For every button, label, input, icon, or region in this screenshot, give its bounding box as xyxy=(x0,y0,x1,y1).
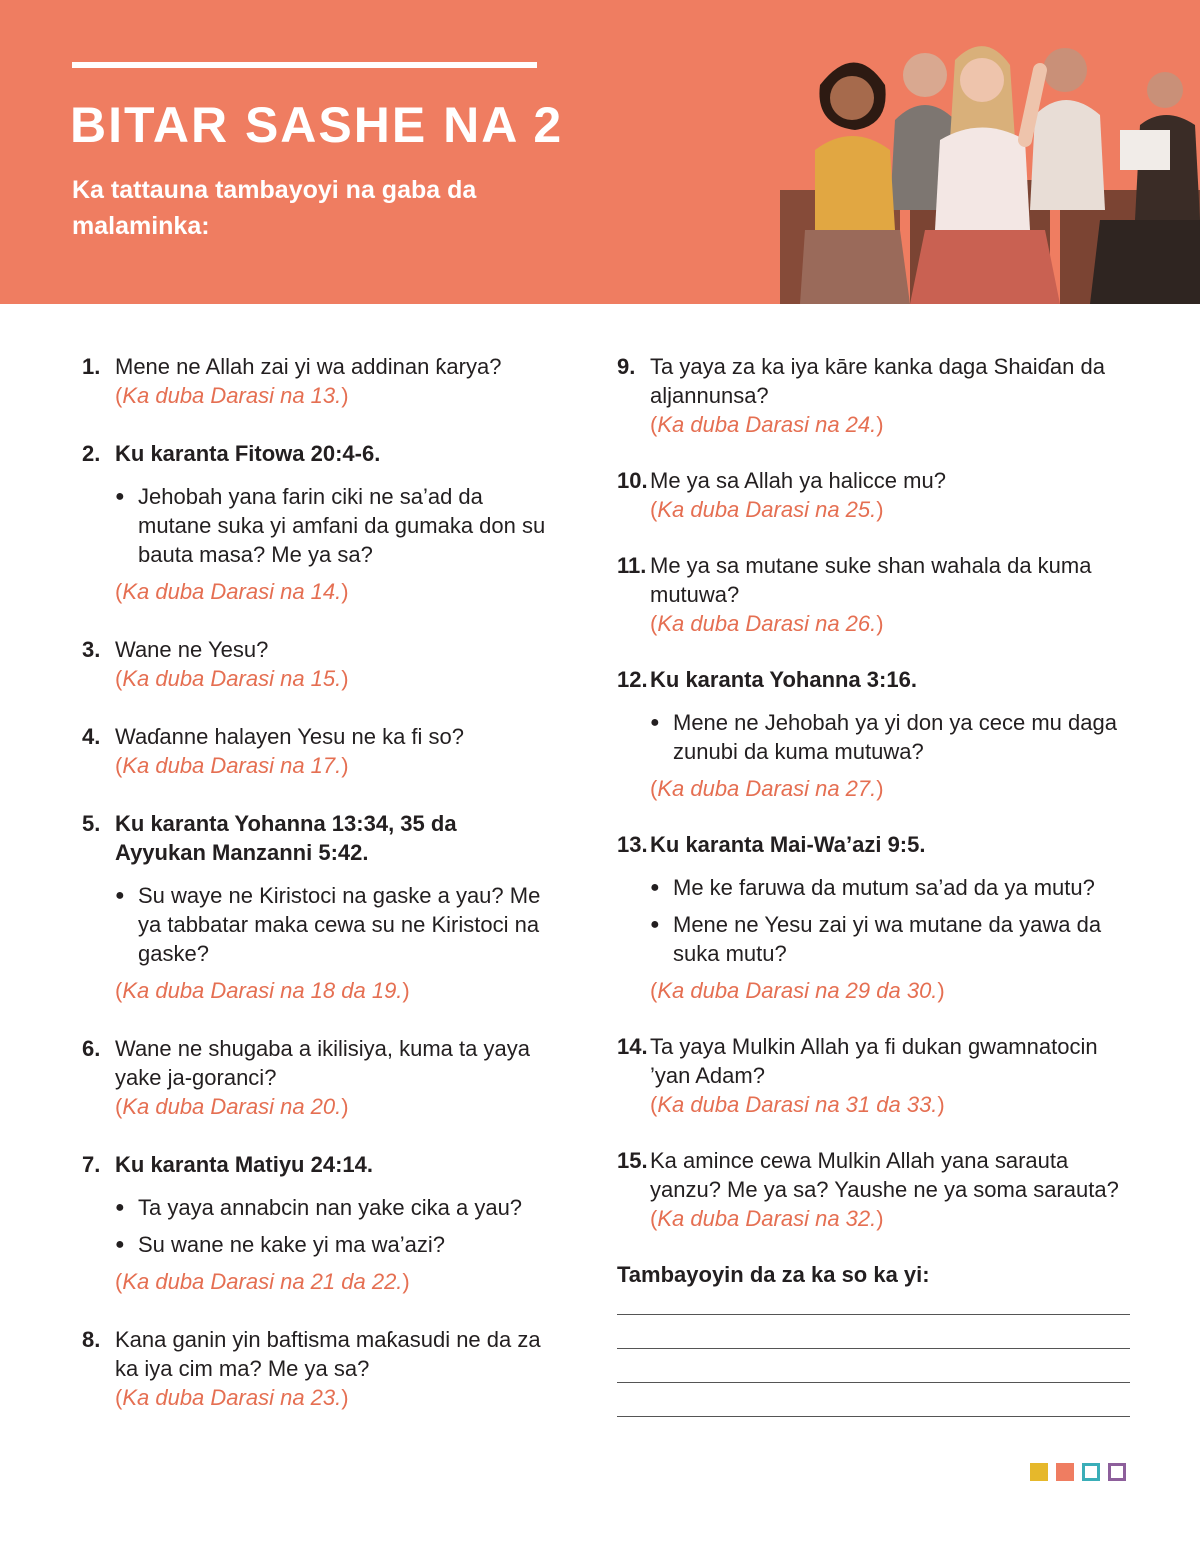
lesson-reference: (Ka duba Darasi na 13.) xyxy=(115,383,349,408)
answer-section xyxy=(617,1262,1137,1417)
questions-left-column xyxy=(82,352,552,1441)
question-number: 8. xyxy=(82,1327,101,1352)
question-text: Ku karanta Yohanna 13:34, 35 da Ayyukan Manzanni 5:42. xyxy=(115,811,457,865)
question-head xyxy=(82,635,552,664)
lesson-reference: (Ka duba Darasi na 17.) xyxy=(115,753,349,778)
question-item xyxy=(82,1150,552,1296)
question-number: 6. xyxy=(82,1036,101,1061)
page-subtitle: Ka tattauna tambayoyi na gaba da malaminka: xyxy=(72,176,477,240)
question-item xyxy=(617,466,1137,524)
question-head xyxy=(617,551,1137,609)
bullet-item: ● Mene ne Yesu zai yi wa mutane da yawa da suka mutu? xyxy=(650,910,1137,968)
answer-label: Tambayoyin da za ka so ka yi: xyxy=(617,1262,930,1287)
question-item xyxy=(82,722,552,780)
question-item xyxy=(617,352,1137,439)
lesson-reference: (Ka duba Darasi na 27.) xyxy=(650,776,884,801)
reference-text: Ka duba Darasi na 24. xyxy=(657,412,877,437)
question-head xyxy=(617,665,1137,694)
page-header xyxy=(0,0,1200,304)
answer-line[interactable] xyxy=(617,1348,1130,1349)
lesson-reference: (Ka duba Darasi na 32.) xyxy=(650,1206,884,1231)
question-item xyxy=(617,551,1137,638)
question-head xyxy=(617,466,1137,495)
question-head xyxy=(82,439,552,468)
question-number: 5. xyxy=(82,811,101,836)
question-item xyxy=(617,1032,1137,1119)
question-head xyxy=(617,830,1137,859)
reference-text: Ka duba Darasi na 14. xyxy=(122,579,342,604)
answer-line[interactable] xyxy=(617,1382,1130,1383)
lesson-reference: (Ka duba Darasi na 15.) xyxy=(115,666,349,691)
bullet-list xyxy=(617,873,1137,968)
bullet-item: ● Mene ne Jehobah ya yi don ya cece mu daga zunubi da kuma mutuwa? xyxy=(650,708,1137,766)
question-text: Ku karanta Mai-Wa’azi 9:5. xyxy=(650,832,926,857)
answer-line[interactable] xyxy=(617,1416,1130,1417)
question-head xyxy=(82,809,552,867)
reference-text: Ka duba Darasi na 25. xyxy=(657,497,877,522)
reference-text: Ka duba Darasi na 29 da 30. xyxy=(657,978,938,1003)
question-head xyxy=(82,722,552,751)
lesson-reference: (Ka duba Darasi na 20.) xyxy=(115,1094,349,1119)
question-number: 2. xyxy=(82,441,101,466)
question-text: Mene ne Allah zai yi wa addinan ƙarya? xyxy=(115,354,502,379)
question-number: 4. xyxy=(82,724,101,749)
bullet-list xyxy=(82,881,552,968)
reference-text: Ka duba Darasi na 32. xyxy=(657,1206,877,1231)
lesson-reference: (Ka duba Darasi na 24.) xyxy=(650,412,884,437)
question-item xyxy=(617,665,1137,803)
question-item xyxy=(617,1146,1137,1233)
reference-text: Ka duba Darasi na 27. xyxy=(657,776,877,801)
reference-text: Ka duba Darasi na 21 da 22. xyxy=(122,1269,403,1294)
orange-square xyxy=(1056,1463,1074,1481)
lesson-reference: (Ka duba Darasi na 29 da 30.) xyxy=(650,978,945,1003)
bullet-item: ● Su wane ne kake yi ma wa’azi? xyxy=(115,1230,552,1259)
question-number: 10. xyxy=(617,468,648,493)
question-number: 3. xyxy=(82,637,101,662)
answer-line[interactable] xyxy=(617,1314,1130,1315)
question-text: Ta yaya Mulkin Allah ya fi dukan gwamnatocin ’yan Adam? xyxy=(650,1034,1098,1088)
question-head xyxy=(82,1325,552,1383)
question-number: 13. xyxy=(617,832,648,857)
bullet-item: ● Su waye ne Kiristoci na gaske a yau? Me ya tabbatar maka cewa su ne Kiristoci na gaske? xyxy=(115,881,552,968)
question-text: Wane ne shugaba a ikilisiya, kuma ta yaya yake ja-goranci? xyxy=(115,1036,530,1090)
teal-square-outline xyxy=(1082,1463,1100,1481)
question-text: Kana ganin yin baftisma maƙasudi ne da za ka iya cim ma? Me ya sa? xyxy=(115,1327,541,1381)
reference-text: Ka duba Darasi na 18 da 19. xyxy=(122,978,403,1003)
lesson-reference: (Ka duba Darasi na 23.) xyxy=(115,1385,349,1410)
lesson-reference: (Ka duba Darasi na 21 da 22.) xyxy=(115,1269,410,1294)
question-item xyxy=(82,439,552,606)
question-text: Ka amince cewa Mulkin Allah yana sarauta yanzu? Me ya sa? Yaushe ne ya soma sarauta? xyxy=(650,1148,1119,1202)
lesson-reference: (Ka duba Darasi na 26.) xyxy=(650,611,884,636)
question-item xyxy=(82,352,552,410)
question-text: Ku karanta Yohanna 3:16. xyxy=(650,667,917,692)
question-item xyxy=(82,1034,552,1121)
header-rule xyxy=(72,62,537,68)
question-head xyxy=(617,1146,1137,1204)
question-item xyxy=(617,830,1137,1005)
question-head xyxy=(82,1034,552,1092)
question-text: Me ya sa mutane suke shan wahala da kuma mutuwa? xyxy=(650,553,1092,607)
reference-text: Ka duba Darasi na 20. xyxy=(122,1094,342,1119)
question-number: 15. xyxy=(617,1148,648,1173)
reference-text: Ka duba Darasi na 15. xyxy=(122,666,342,691)
question-head xyxy=(82,1150,552,1179)
reference-text: Ka duba Darasi na 23. xyxy=(122,1385,342,1410)
questions-right-column xyxy=(617,352,1137,1417)
reference-text: Ka duba Darasi na 31 da 33. xyxy=(657,1092,938,1117)
lesson-reference: (Ka duba Darasi na 18 da 19.) xyxy=(115,978,410,1003)
question-text: Ku karanta Fitowa 20:4-6. xyxy=(115,441,381,466)
reference-text: Ka duba Darasi na 13. xyxy=(122,383,342,408)
brand-squares xyxy=(1030,1463,1126,1481)
bullet-list xyxy=(617,708,1137,766)
purple-square-outline xyxy=(1108,1463,1126,1481)
question-number: 9. xyxy=(617,354,636,379)
question-head xyxy=(82,352,552,381)
question-head xyxy=(617,1032,1137,1090)
question-text: Waɗanne halayen Yesu ne ka fi so? xyxy=(115,724,465,749)
question-number: 11. xyxy=(617,553,647,578)
question-number: 12. xyxy=(617,667,648,692)
bullet-list xyxy=(82,1193,552,1259)
page-title: BITAR SASHE NA 2 xyxy=(70,97,564,153)
bullet-list xyxy=(82,482,552,569)
question-number: 14. xyxy=(617,1034,648,1059)
lesson-reference: (Ka duba Darasi na 25.) xyxy=(650,497,884,522)
bullet-item: ● Ta yaya annabcin nan yake cika a yau? xyxy=(115,1193,552,1222)
reference-text: Ka duba Darasi na 26. xyxy=(657,611,877,636)
question-text: Me ya sa Allah ya halicce mu? xyxy=(650,468,946,493)
question-item xyxy=(82,635,552,693)
bullet-item: ● Jehobah yana farin ciki ne sa’ad da mutane suka yi amfani da gumaka don su bauta masa? Me ya sa? xyxy=(115,482,552,569)
question-text: Ku karanta Matiyu 24:14. xyxy=(115,1152,373,1177)
question-text: Ta yaya za ka iya kāre kanka daga Shaiɗan da aljannunsa? xyxy=(650,354,1105,408)
question-number: 1. xyxy=(82,354,101,379)
yellow-square xyxy=(1030,1463,1048,1481)
question-item xyxy=(82,1325,552,1412)
lesson-reference: (Ka duba Darasi na 14.) xyxy=(115,579,349,604)
question-text: Wane ne Yesu? xyxy=(115,637,269,662)
people-illustration xyxy=(760,30,1200,304)
question-item xyxy=(82,809,552,1005)
question-head xyxy=(617,352,1137,410)
reference-text: Ka duba Darasi na 17. xyxy=(122,753,342,778)
lesson-reference: (Ka duba Darasi na 31 da 33.) xyxy=(650,1092,945,1117)
question-number: 7. xyxy=(82,1152,101,1177)
bullet-item: ● Me ke faruwa da mutum sa’ad da ya mutu? xyxy=(650,873,1137,902)
